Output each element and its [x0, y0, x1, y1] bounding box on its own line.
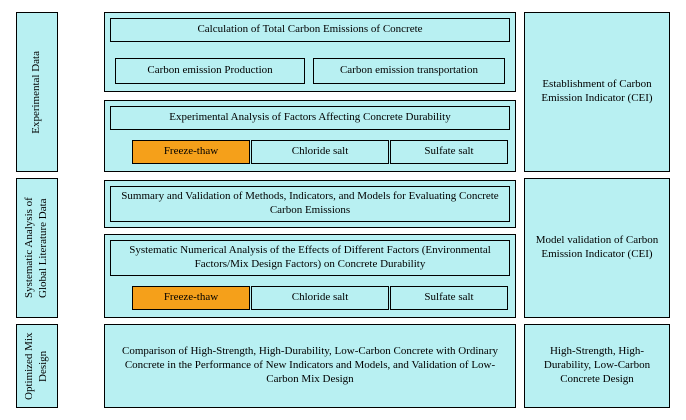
left-stage-optimized-mix-design-label: Optimized Mix Design [23, 332, 49, 400]
right-output-cei-validation [524, 178, 670, 318]
center-group-4-title-label: Systematic Numerical Analysis of the Effects of Different Factors (Environmental Factors/Mix Design Factors) on Concrete Durability [129, 244, 491, 270]
right-output-concrete-design-label: High-Strength, High-Durability, Low-Carbon Concrete Design [543, 345, 651, 385]
center-group-3-title-label: Summary and Validation of Methods, Indicators, and Models for Evaluating Concrete Carbon Emissions [121, 190, 499, 216]
right-output-cei-validation-label: Model validation of Carbon Emission Indicator (CEI) [535, 234, 659, 260]
center-group-4-child-chloride-salt-label: Chloride salt [291, 291, 349, 304]
left-stage-optimized-mix-design [16, 324, 58, 408]
center-group-2-child-sulfate-salt [390, 140, 508, 164]
center-group-2-title [110, 106, 510, 130]
left-stage-literature-analysis [16, 178, 58, 318]
center-group-2-title-label: Experimental Analysis of Factors Affecting Concrete Durability [169, 111, 451, 124]
center-group-1-child-transportation-label: Carbon emission transportation [339, 64, 479, 77]
center-group-4-title [110, 240, 510, 276]
center-group-4-child-freeze-thaw-label: Freeze-thaw [163, 291, 219, 304]
center-group-1-title [110, 18, 510, 42]
center-group-4-child-freeze-thaw [132, 286, 250, 310]
left-stage-experimental-data [16, 12, 58, 172]
center-group-2-child-chloride-salt-label: Chloride salt [291, 145, 349, 158]
right-output-cei-establishment-label: Establishment of Carbon Emission Indicator (CEI) [541, 78, 653, 104]
left-stage-experimental-data-label: Experimental Data [30, 50, 43, 134]
center-group-2-child-freeze-thaw-label: Freeze-thaw [163, 145, 219, 158]
center-group-1-child-transportation [313, 58, 505, 84]
center-group-3-title [110, 186, 510, 222]
center-group-4-child-chloride-salt [251, 286, 389, 310]
right-output-concrete-design [524, 324, 670, 408]
center-group-4-child-sulfate-salt-label: Sulfate salt [424, 291, 474, 304]
center-group-2-child-sulfate-salt-label: Sulfate salt [424, 145, 474, 158]
center-group-1-title-label: Calculation of Total Carbon Emissions of Concrete [197, 23, 423, 36]
left-stage-literature-analysis-label: Systematic Analysis of Global Literature Data [23, 197, 49, 299]
center-group-1-child-production-label: Carbon emission Production [147, 64, 273, 77]
center-group-2-child-freeze-thaw [132, 140, 250, 164]
right-output-cei-establishment [524, 12, 670, 172]
center-group-4-child-sulfate-salt [390, 286, 508, 310]
center-group-2-child-chloride-salt [251, 140, 389, 164]
center-group-5-container [104, 324, 516, 408]
center-group-5-title-label: Comparison of High-Strength, High-Durability, Low-Carbon Concrete with Ordinary Concrete in the Performance of New Indicators and Models, and Validation of Low-Carbon Mix Design [122, 345, 498, 385]
center-group-1-child-production [115, 58, 305, 84]
